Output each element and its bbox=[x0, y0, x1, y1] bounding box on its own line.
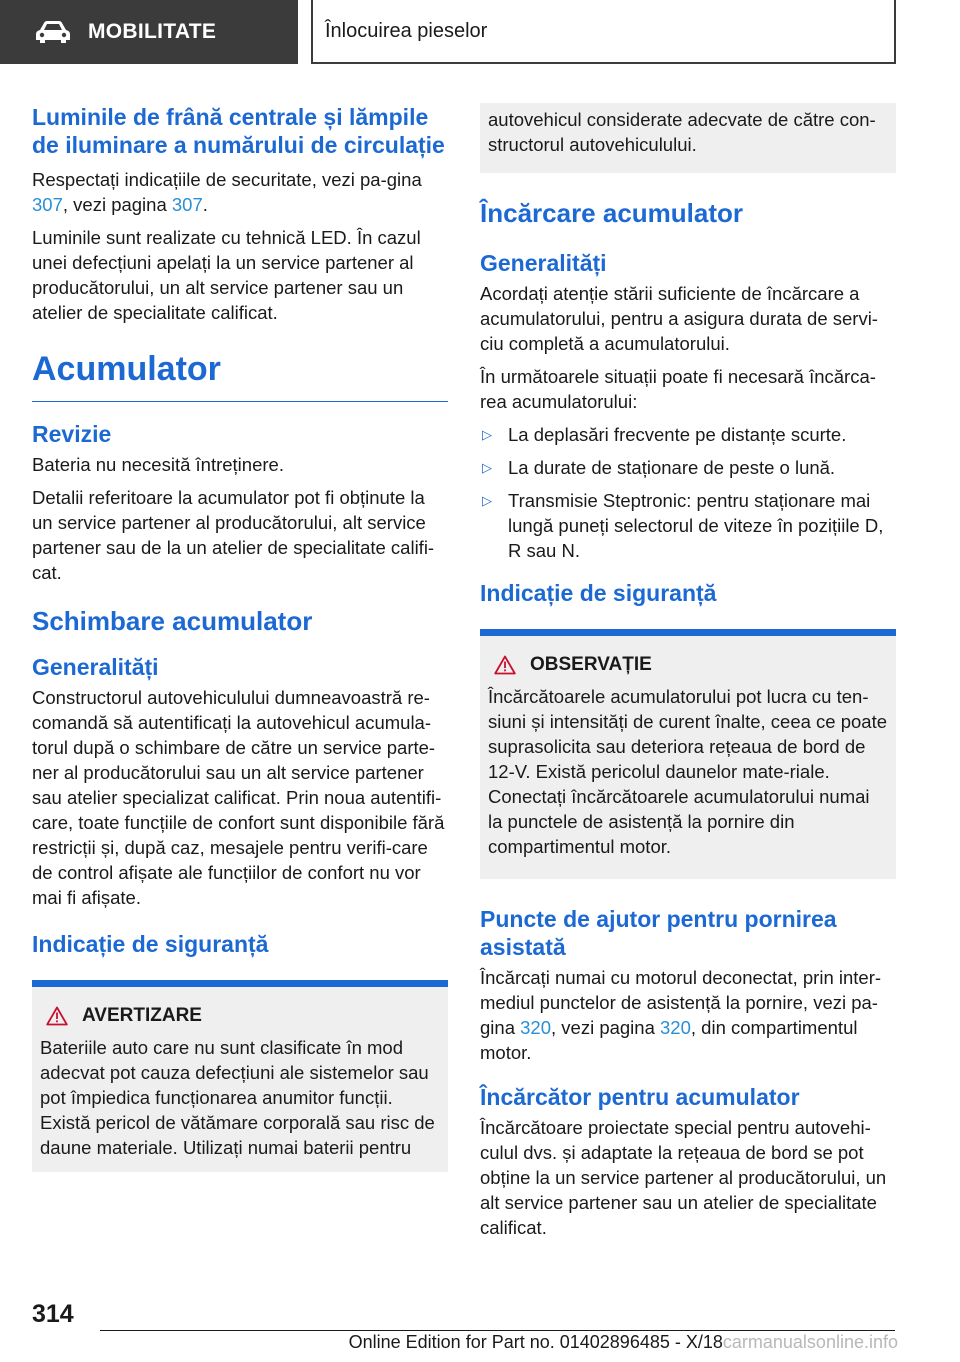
page-link[interactable]: 320 bbox=[520, 1017, 551, 1038]
warning-title: AVERTIZARE bbox=[82, 1005, 202, 1026]
paragraph: Respectați indicațiile de securitate, vezi pa-gina 307, vezi pagina 307. bbox=[32, 169, 422, 215]
footer-edition: Online Edition for Part no. 01402896485 - X/18carmanualsonline.info bbox=[348, 1332, 898, 1352]
list-item: ▷ Transmisie Steptronic: pentru staționare mai lungă puneți selectorul de viteze în pozițiile D, R sau N. bbox=[482, 490, 884, 561]
paragraph: Încărcați numai cu motorul deconectat, prin inter-mediul punctelor de asistență la pornire, vezi pa-gina 320, vezi pagina 320, din compartimentul motor. bbox=[480, 967, 882, 1063]
heading-indicatie: Indicație de siguranță bbox=[32, 931, 269, 957]
heading-revizie: Revizie bbox=[32, 421, 112, 447]
safety-rule bbox=[32, 980, 448, 987]
heading-acumulator: Acumulator bbox=[32, 349, 448, 402]
car-icon bbox=[34, 20, 72, 44]
triangle-bullet-icon: ▷ bbox=[482, 427, 492, 442]
safety-rule bbox=[480, 629, 896, 636]
notice-title: OBSERVAȚIE bbox=[530, 654, 652, 675]
left-column bbox=[32, 103, 448, 1172]
heading-indicatie-right: Indicație de siguranță bbox=[480, 580, 717, 606]
warning-icon bbox=[46, 1006, 68, 1026]
chapter-header bbox=[311, 0, 896, 64]
warning-icon bbox=[494, 655, 516, 675]
heading-incarcator: Încărcător pentru acumulator bbox=[480, 1084, 800, 1110]
heading-incarcare: Încărcare acumulator bbox=[480, 198, 744, 228]
paragraph: Luminile sunt realizate cu tehnică LED. În cazul unei defecțiuni apelați la un service partener al producătorului, un alt service partener sau un atelier de specialitate calificat. bbox=[32, 227, 421, 323]
triangle-bullet-icon: ▷ bbox=[482, 493, 492, 508]
heading-generalitati: Generalități bbox=[32, 654, 159, 680]
chapter-title: Înlocuirea pieselor bbox=[325, 19, 488, 42]
heading-puncte: Puncte de ajutor pentru pornirea asistată bbox=[480, 906, 837, 960]
warning-box bbox=[32, 987, 448, 1172]
page-link[interactable]: 307 bbox=[32, 194, 63, 215]
heading-generalitati-right: Generalități bbox=[480, 250, 607, 276]
list-item: ▷ La deplasări frecvente pe distanțe scurte. bbox=[482, 424, 847, 445]
triangle-bullet-icon: ▷ bbox=[482, 460, 492, 475]
page-link[interactable]: 307 bbox=[171, 194, 203, 215]
heading-lumini: Luminile de frână centrale și lămpile de iluminare a numărului de circulație bbox=[32, 104, 445, 158]
list-item: ▷ La durate de staționare de peste o lună. bbox=[482, 457, 836, 478]
watermark: carmanualsonline.info bbox=[722, 1332, 898, 1352]
warning-text-continued: autovehicul considerate adecvate de către con-structorul autovehiculului. bbox=[488, 109, 876, 155]
paragraph: Încărcătoare proiectate special pentru autovehi-culul dvs. și adaptate la rețeaua de bord se pot obține la un service partener al producătorului, un alt service partener sau un atelier de specialitate calificat. bbox=[480, 1117, 887, 1238]
notice-text: Încărcătoarele acumulatorului pot lucra cu ten-siuni și intensități de curent înalte, ceea ce poate suprasolicita sau deteriora rețeaua de bord de 12-V. Există pericolul daunelor mate-riale. Conectați încărcătoarele acumulatorului numai la punctele de asistență la pornire din compartimentul motor. bbox=[488, 686, 888, 857]
page-number: 314 bbox=[32, 1300, 74, 1328]
section-tab[interactable] bbox=[0, 0, 298, 64]
paragraph: Acordați atenție stării suficiente de încărcare a acumulatorului, pentru a asigura durata de servi-ciu completă a acumulatorului. bbox=[480, 283, 878, 354]
section-title: MOBILITATE bbox=[88, 20, 217, 43]
footer-rule bbox=[100, 1330, 895, 1331]
paragraph: Bateria nu necesită întreținere. bbox=[32, 454, 284, 475]
notice-box bbox=[480, 636, 896, 879]
page-link[interactable]: 320 bbox=[660, 1017, 691, 1038]
warning-text: Bateriile auto care nu sunt clasificate în mod adecvat pot cauza defecțiuni ale sistemelor sau pot împiedica funcționarea anumitor funcții. Există pericol de vătămare corporală sau risc de daune materiale. Utilizați numai baterii pentru bbox=[40, 1037, 435, 1158]
paragraph: În următoarele situații poate fi necesară încărca-rea acumulatorului: bbox=[480, 366, 876, 412]
paragraph: Constructorul autovehiculului dumneavoastră re-comandă să autentificați la autovehicul acumula-torul după o schimbare de către un service parte-ner al producătorului sau un alt service partener sau atelier specializat calificat. Prin noua autentifi-care, toate funcțiile de confort sunt disponibile fără restricții și, după caz, mesajele pentru verifi-care de control afișate ale funcțiilor de confort nu vor mai fi afișate. bbox=[32, 687, 445, 908]
right-column bbox=[480, 103, 896, 1248]
warning-box-continued bbox=[480, 103, 896, 173]
bullet-list bbox=[480, 422, 896, 563]
heading-schimbare: Schimbare acumulator bbox=[32, 606, 313, 636]
paragraph: Detalii referitoare la acumulator pot fi obținute la un service partener al producătorului, alt service partener sau de la un atelier de specialitate califi-cat. bbox=[32, 487, 435, 583]
